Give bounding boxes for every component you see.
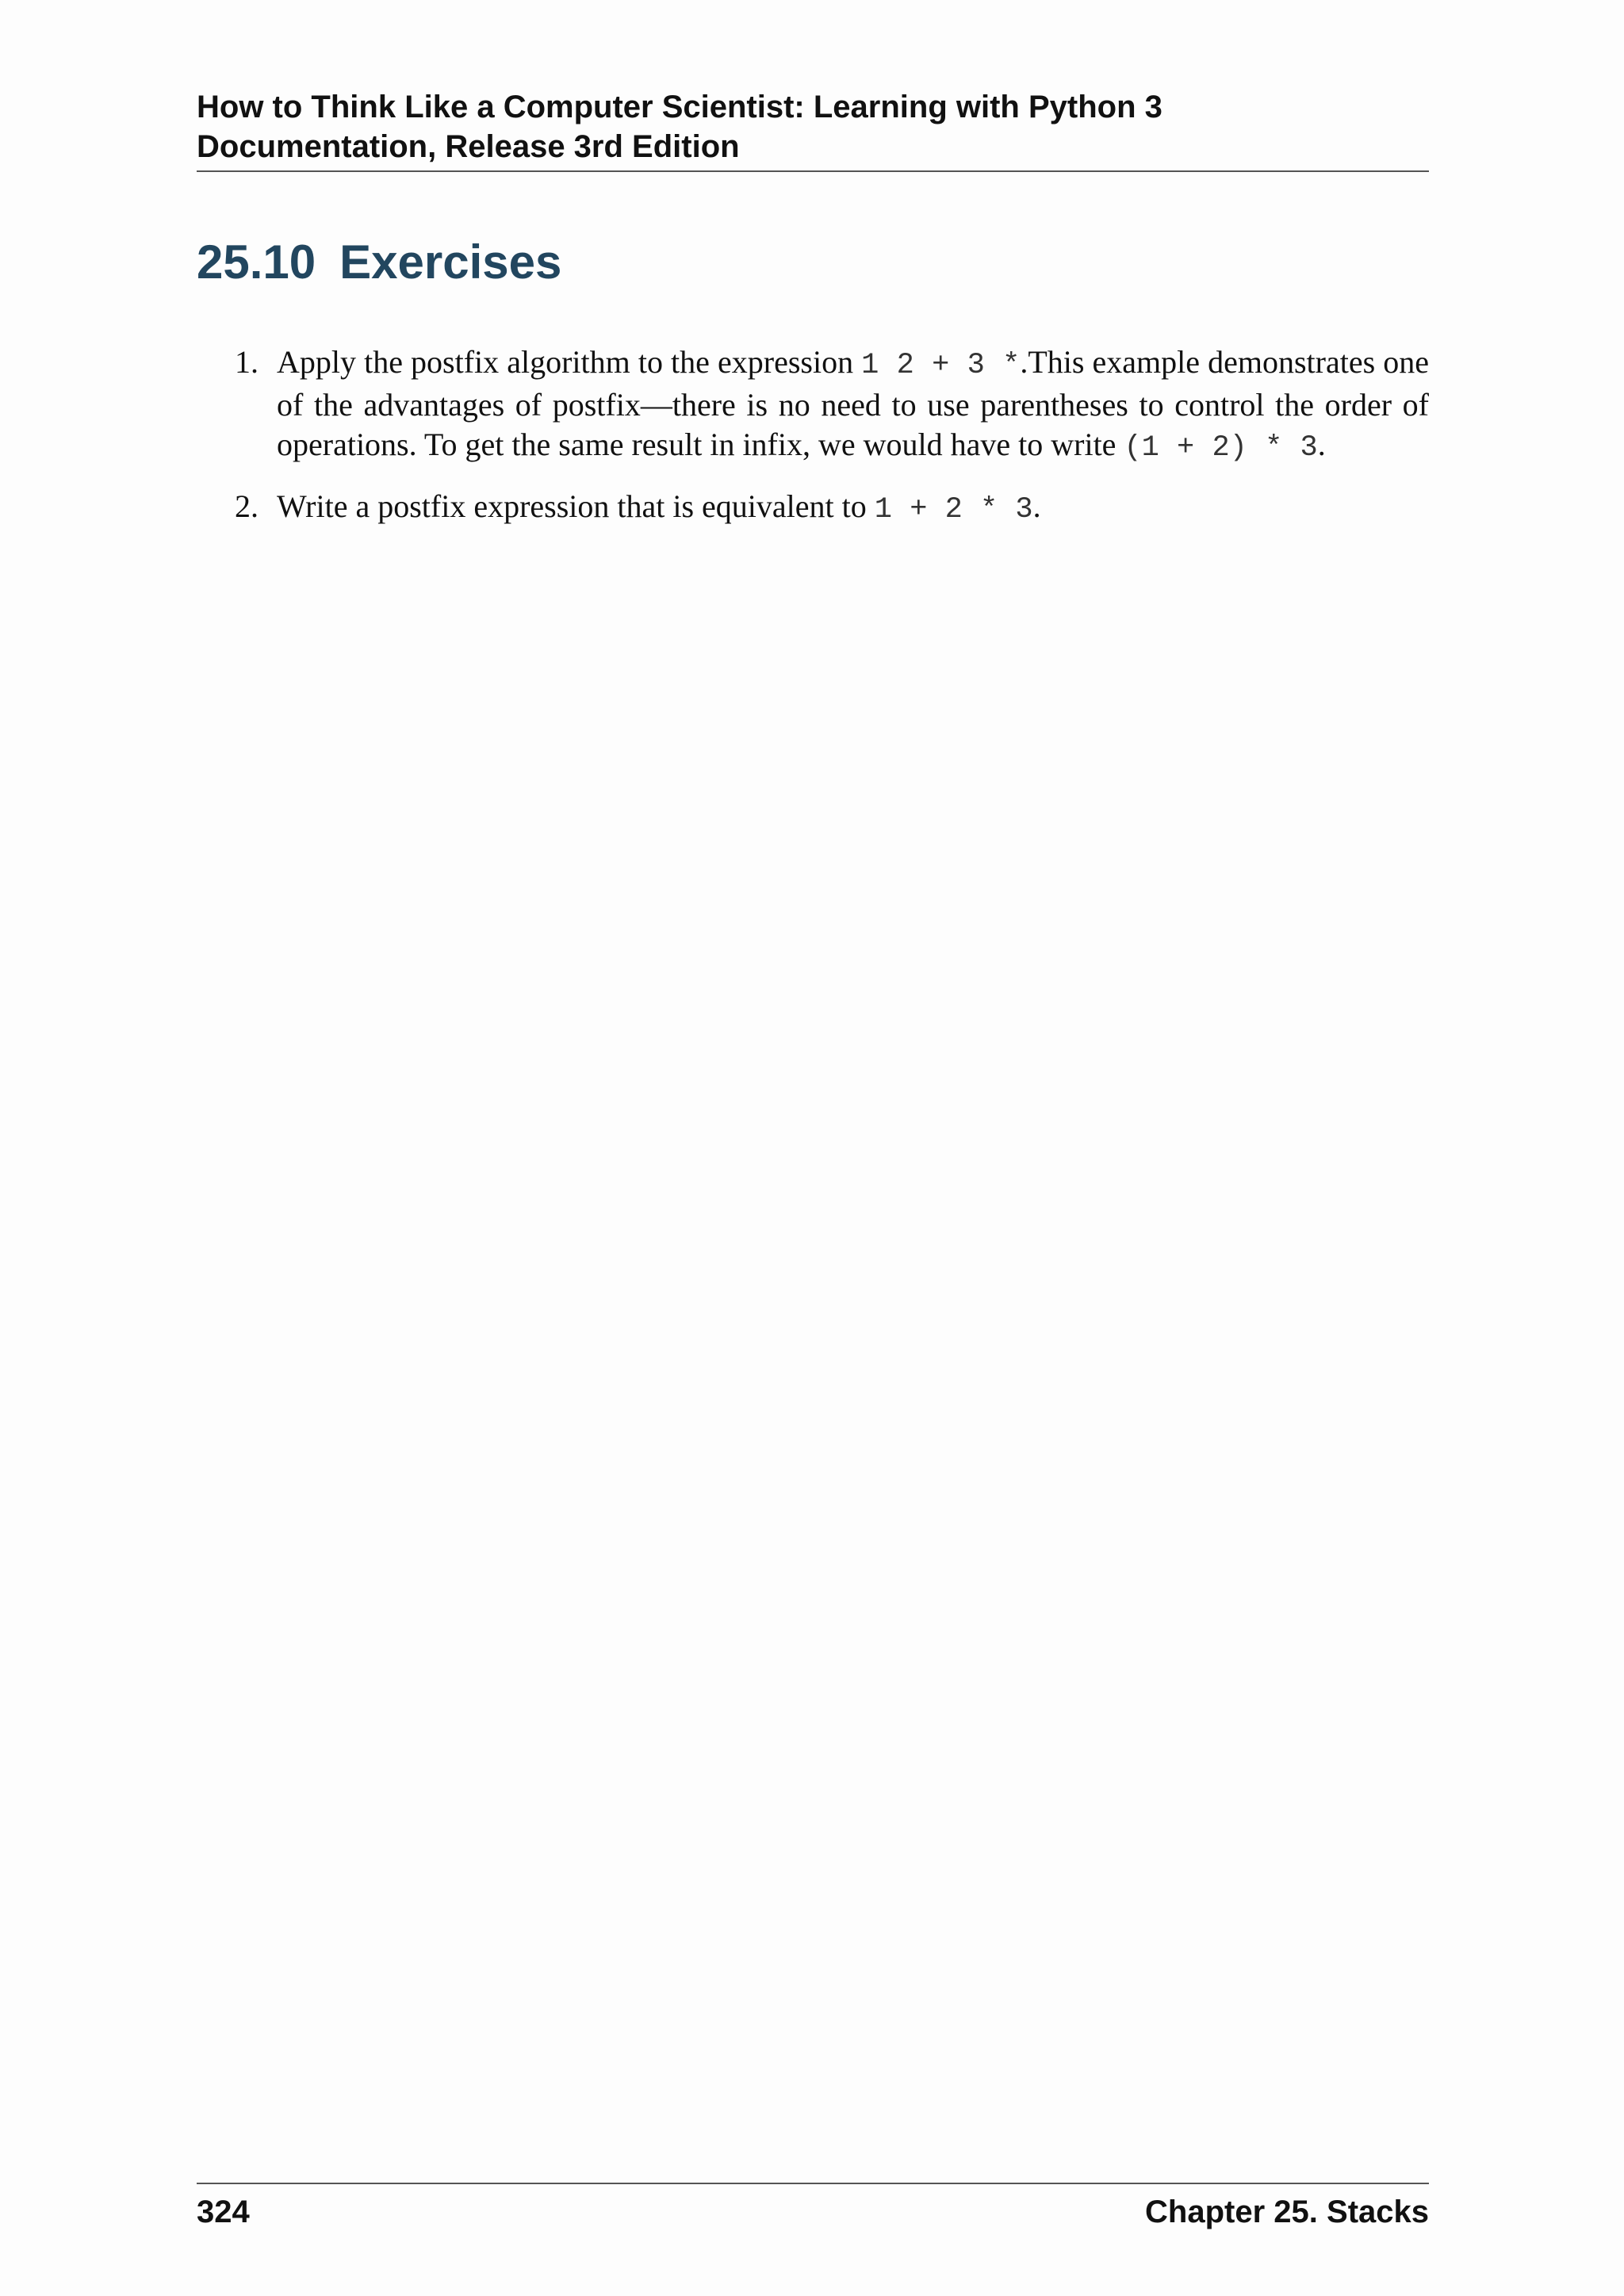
section-number: 25.10 bbox=[197, 235, 316, 289]
chapter-label: Chapter 25. Stacks bbox=[1145, 2195, 1429, 2229]
section-heading bbox=[197, 234, 561, 291]
exercise-text: Apply the postfix algorithm to the expression bbox=[277, 344, 862, 380]
exercise-list bbox=[197, 342, 1429, 549]
header-divider bbox=[197, 170, 1429, 172]
inline-code: 1 + 2 * 3 bbox=[874, 493, 1033, 526]
exercise-number: 1. bbox=[235, 344, 259, 380]
exercise-item-1 bbox=[197, 342, 1429, 468]
inline-code: 1 2 + 3 * bbox=[861, 349, 1021, 382]
running-header bbox=[197, 87, 1429, 166]
page-number: 324 bbox=[197, 2195, 250, 2229]
exercise-text: . bbox=[1032, 488, 1041, 524]
header-title-line-2: Documentation, Release 3rd Edition bbox=[197, 129, 740, 164]
exercise-number: 2. bbox=[235, 488, 259, 524]
exercise-text: . bbox=[1317, 427, 1326, 462]
exercise-text: Write a postfix expression that is equivalent to bbox=[277, 488, 875, 524]
exercise-text: .This example demonstrates one of the advantages of postfix—there is no need to use parentheses to control the order of operations. To get the same result in infix, we would have to write bbox=[277, 344, 1429, 462]
inline-code: (1 + 2) * 3 bbox=[1124, 431, 1318, 465]
section-title: Exercises bbox=[339, 235, 562, 289]
footer-divider bbox=[197, 2183, 1429, 2184]
exercise-item-2 bbox=[197, 487, 1429, 530]
running-footer bbox=[197, 2192, 1429, 2232]
header-title-line-1: How to Think Like a Computer Scientist: Learning with Python 3 bbox=[197, 90, 1162, 124]
